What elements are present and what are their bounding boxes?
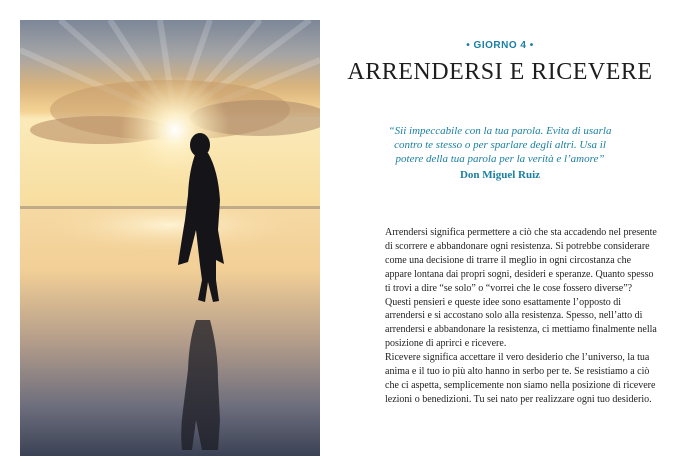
sunset-photo: [20, 20, 320, 456]
body-text: [385, 226, 657, 407]
paragraph: Ricevere significa accettare il vero desiderio che l’universo, la tua anima e il tuo io più alto hanno in serbo per te. Se resistiamo a ciò che ci aspetta, semplicemente non siamo nella posizione di ricevere lezioni o benedizioni. Tu sei nato per realizzare ogni tuo desiderio.: [385, 352, 656, 405]
page-title: ARRENDERSI E RICEVERE: [347, 59, 653, 85]
day-label: • GIORNO 4 •: [466, 40, 534, 51]
quote-author: Don Miguel Ruiz: [459, 169, 541, 181]
text-page: [340, 0, 680, 476]
paragraph: Arrendersi significa permettere a ciò che sta accadendo nel presente di scorrere e abbandonare ogni resistenza. Si potrebbe considerare come una decisione di trarre il meglio in ogni circostanza che appare lontana dai propri sogni, desideri e speranze. Quanto spesso ti trovi a dire “se solo” o “vorrei che le cose fossero diverse”? Questi pensieri e queste idee sono esattamente l’opposto di arrendersi e si accostano solo alla resistenza. Spesso, nell’atto di arrendersi e abbandonare la resistenza, ci mettiamo finalmente nella posizione di aprirci e ricevere.: [385, 227, 657, 350]
quote: “Sii impeccabile con la tua parola. Evita di usarla contro te stesso o per sparlare degli altri. Usa il potere della tua parola per la verità e l’amore”: [388, 125, 612, 165]
